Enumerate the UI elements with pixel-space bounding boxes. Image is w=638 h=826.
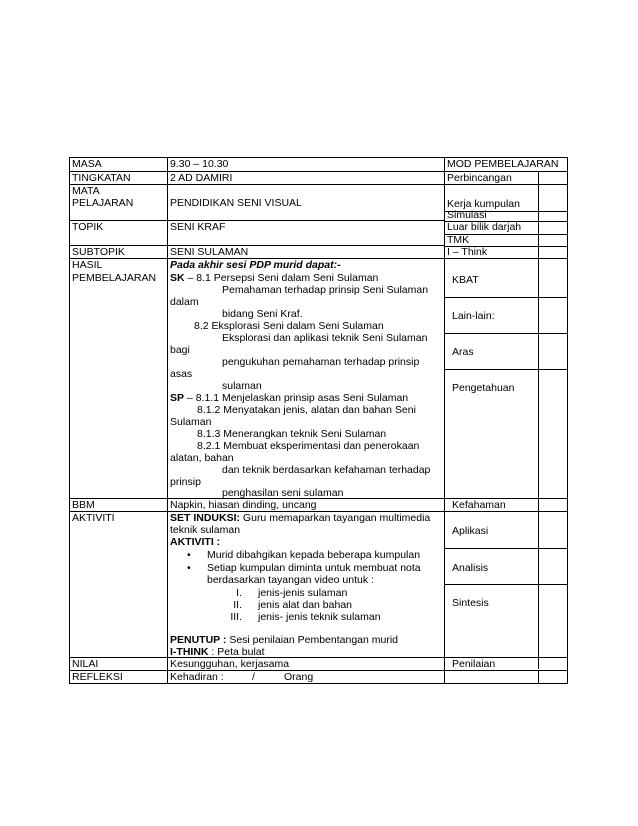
nilai-value: Kesungguhan, kerjasama [170,658,290,670]
penutup-label: PENUTUP : [170,634,227,646]
grid-line [444,584,568,585]
grid-line [444,548,568,549]
grid-line [69,184,568,185]
sub-item-number: II. [233,599,242,611]
subtopik-label: SUBTOPIK [72,246,125,258]
kbat-label: KBAT [452,274,479,286]
hasil-line: alatan, bahan [170,452,234,464]
grid-line [444,369,568,370]
bullet-icon: • [187,562,191,574]
aktiviti-heading: AKTIVITI : [170,536,221,548]
grid-line [69,157,70,684]
kehadiran-slash: / [252,671,255,683]
hasil-line: asas [170,368,193,380]
set-induksi-text: Guru memaparkan tayangan multimedia [240,512,431,524]
kbat-sintesis: Sintesis [452,597,489,609]
subtopik-value: SENI SULAMAN [170,246,249,258]
hasil-line: prinsip [170,476,201,488]
hasil-line: Sulaman [170,416,212,428]
sk-prefix: SK [170,272,185,284]
hasil-line: Eksplorasi dan aplikasi teknik Seni Sulaman [222,332,428,344]
mode-luar-bilik-darjah: Luar bilik darjah [447,221,522,233]
mode-kerja-kumpulan: Kerja kumpulan [447,198,520,210]
kbat-lain-lain: Lain-lain: [452,310,495,322]
sp-prefix: SP [170,392,185,404]
hasil-line: Pemahaman terhadap prinsip Seni Sulaman [222,284,429,296]
hasil-line: sulaman [222,380,262,392]
mode-tmk: TMK [447,234,470,246]
aktiviti-bullet-2b: berdasarkan tayangan video untuk : [207,574,374,586]
hasil-label-1: HASIL [72,259,103,271]
hasil-line: bidang Seni Kraf. [222,308,303,320]
topik-label: TOPIK [72,221,104,233]
hasil-line: dan teknik berdasarkan kefahaman terhadap [222,464,431,476]
kbat-analisis: Analisis [452,562,489,574]
kbat-pengetahuan: Pengetahuan [452,382,515,394]
grid-line [567,157,568,684]
masa-value: 9.30 – 10.30 [170,158,229,170]
kehadiran-label: Kehadiran : [170,671,224,683]
mata-pelajaran-label-1: MATA [72,185,100,197]
hasil-sp-line [170,392,408,404]
grid-line [444,333,568,334]
hasil-line: dalam [170,296,199,308]
hasil-line: 8.1.3 Menerangkan teknik Seni Sulaman [197,428,387,440]
grid-line [444,157,445,684]
tingkatan-label: TINGKATAN [72,172,131,184]
masa-label: MASA [72,158,102,170]
hasil-line: penghasilan seni sulaman [222,487,344,499]
mode-i-think: I – Think [447,246,488,258]
grid-line [69,245,444,246]
penutup-text: Sesi penilaian Pembentangan murid [226,634,399,646]
sub-item-text: jenis alat dan bahan [258,599,352,611]
kbat-aras: Aras [452,346,474,358]
kbat-kefahaman: Kefahaman [452,499,506,511]
grid-line [69,220,444,221]
aktiviti-label: AKTIVITI [72,512,115,524]
tingkatan-value: 2 AD DAMIRI [170,172,233,184]
penilaian-label: Penilaian [452,658,496,670]
sub-item-text: jenis-jenis sulaman [258,587,348,599]
topik-value: SENI KRAF [170,221,226,233]
refleksi-label: REFLEKSI [72,671,123,683]
grid-line [69,670,568,671]
mata-pelajaran-label-2: PELAJARAN [72,197,134,209]
mode-simulasi: Simulasi [447,209,487,221]
nilai-label: NILAI [72,658,99,670]
kehadiran-orang: Orang [284,671,314,683]
mod-pembelajaran-header: MOD PEMBELAJARAN [447,158,559,170]
ithink-text: : Peta bulat [208,646,265,658]
sub-item-number: I. [236,587,242,599]
grid-line [538,670,539,683]
kbat-aplikasi: Aplikasi [452,525,489,537]
grid-line [69,683,568,684]
set-induksi-label: SET INDUKSI: [170,512,241,524]
hasil-line: 8.2.1 Membuat eksperimentasi dan penerokaan [197,440,420,452]
hasil-label-2: PEMBELAJARAN [72,272,157,284]
hasil-sk-line [170,272,378,284]
bullet-icon: • [187,549,191,561]
bbm-label: BBM [72,499,95,511]
hasil-intro: Pada akhir sesi PDP murid dapat:- [170,259,341,271]
hasil-line: 8.2 Eksplorasi Seni dalam Seni Sulaman [194,320,384,332]
set-induksi-line [170,512,430,524]
ithink-label: I-THINK [170,646,209,658]
hasil-line: bagi [170,344,190,356]
sub-item-text: jenis- jenis teknik sulaman [258,611,381,623]
mode-perbincangan: Perbincangan [447,172,512,184]
aktiviti-bullet-1: Murid dibahgikan kepada beberapa kumpulan [207,549,421,561]
ithink-line [170,646,265,658]
sp-line-text: – 8.1.1 Menjelaskan prinsip asas Seni Sulaman [184,392,409,404]
grid-line [167,157,168,684]
bbm-value: Napkin, hiasan dinding, uncang [170,499,317,511]
sk-line-text: – 8.1 Persepsi Seni dalam Seni Sulaman [184,272,379,284]
aktiviti-bullet-2a: Setiap kumpulan diminta untuk membuat nota [207,562,421,574]
set-induksi-text-2: teknik sulaman [170,524,241,536]
penutup-line [170,634,398,646]
sub-item-number: III. [230,611,242,623]
grid-line [538,171,539,669]
mata-pelajaran-value: PENDIDIKAN SENI VISUAL [170,197,302,209]
grid-line [444,297,568,298]
hasil-line: pengukuhan pemahaman terhadap prinsip [222,356,420,368]
hasil-line: 8.1.2 Menyatakan jenis, alatan dan bahan Seni [197,404,416,416]
